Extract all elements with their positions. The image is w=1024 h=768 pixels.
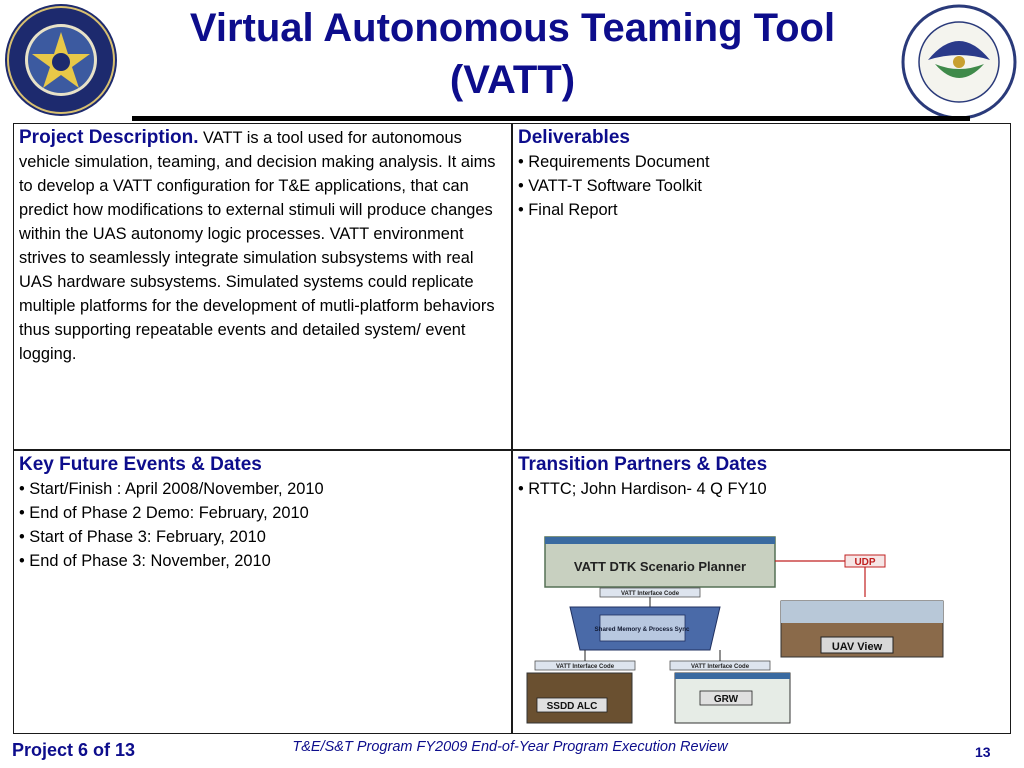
trmc-seal-logo <box>2 2 120 118</box>
project-description-panel <box>13 123 512 450</box>
planner-label: VATT DTK Scenario Planner <box>573 559 747 574</box>
transition-heading: Transition Partners & Dates <box>518 454 768 475</box>
list-item: • VATT-T Software Toolkit <box>518 174 1005 198</box>
ssdd-label: SSDD ALC <box>546 701 598 712</box>
vatt-architecture-diagram <box>525 535 945 725</box>
deliverables-heading: Deliverables <box>518 127 630 148</box>
planner-screenshot <box>545 537 775 587</box>
project-description-heading: Project Description. <box>19 127 199 148</box>
key-events-list <box>19 477 506 573</box>
footer-caption: T&E/S&T Program FY2009 End-of-Year Program Execution Review <box>292 739 728 755</box>
deliverables-panel <box>512 123 1011 450</box>
list-item: • Start/Finish : April 2008/November, 2010 <box>19 477 506 501</box>
list-item: • End of Phase 3: November, 2010 <box>19 549 506 573</box>
te-st-seal-logo <box>900 2 1018 122</box>
title-line-2: (VATT) <box>449 58 576 102</box>
list-item: • Start of Phase 3: February, 2010 <box>19 525 506 549</box>
page-title <box>120 2 905 106</box>
grw-screenshot <box>675 673 790 723</box>
shared-memory-label: Shared Memory & Process Sync <box>594 626 690 633</box>
transition-list <box>518 477 1005 501</box>
interface-top-label: VATT Interface Code <box>620 591 680 597</box>
project-description-text <box>19 126 506 366</box>
udp-box <box>845 555 885 568</box>
key-events-heading: Key Future Events & Dates <box>19 454 262 475</box>
interface-left-label: VATT Interface Code <box>555 664 615 670</box>
uav-view-screenshot <box>781 601 943 657</box>
list-item: • RTTC; John Hardison- 4 Q FY10 <box>518 477 1005 501</box>
udp-label: UDP <box>854 557 876 568</box>
shared-memory-block <box>570 607 720 650</box>
key-events-panel <box>13 450 512 734</box>
list-item: • Requirements Document <box>518 150 1005 174</box>
ssdd-alc-screenshot <box>527 673 632 723</box>
list-item: • End of Phase 2 Demo: February, 2010 <box>19 501 506 525</box>
interface-right-label: VATT Interface Code <box>690 664 750 670</box>
title-divider <box>132 116 970 121</box>
grw-label: GRW <box>713 694 739 705</box>
list-item: • Final Report <box>518 198 1005 222</box>
deliverables-list <box>518 150 1005 222</box>
project-description-body: VATT is a tool used for autonomous vehicle simulation, teaming, and decision making analysis. It aims to develop a VATT configuration for T&E applications, that can predict how modifications to external stimuli will produce changes within the UAS autonomy logic processes. VATT environment strives to seamlessly integrate simulation subsystems with real UAS hardware subsystems. Simulated systems could replicate multiple platforms for the development of mutli-platform behaviors thus supporting repeatable events and detailed system/ event logging. <box>19 129 496 363</box>
project-counter: Project 6 of 13 <box>12 740 136 760</box>
title-line-1: Virtual Autonomous Teaming Tool <box>189 6 836 50</box>
page-number: 13 <box>975 744 991 760</box>
uav-view-label: UAV View <box>831 641 883 653</box>
